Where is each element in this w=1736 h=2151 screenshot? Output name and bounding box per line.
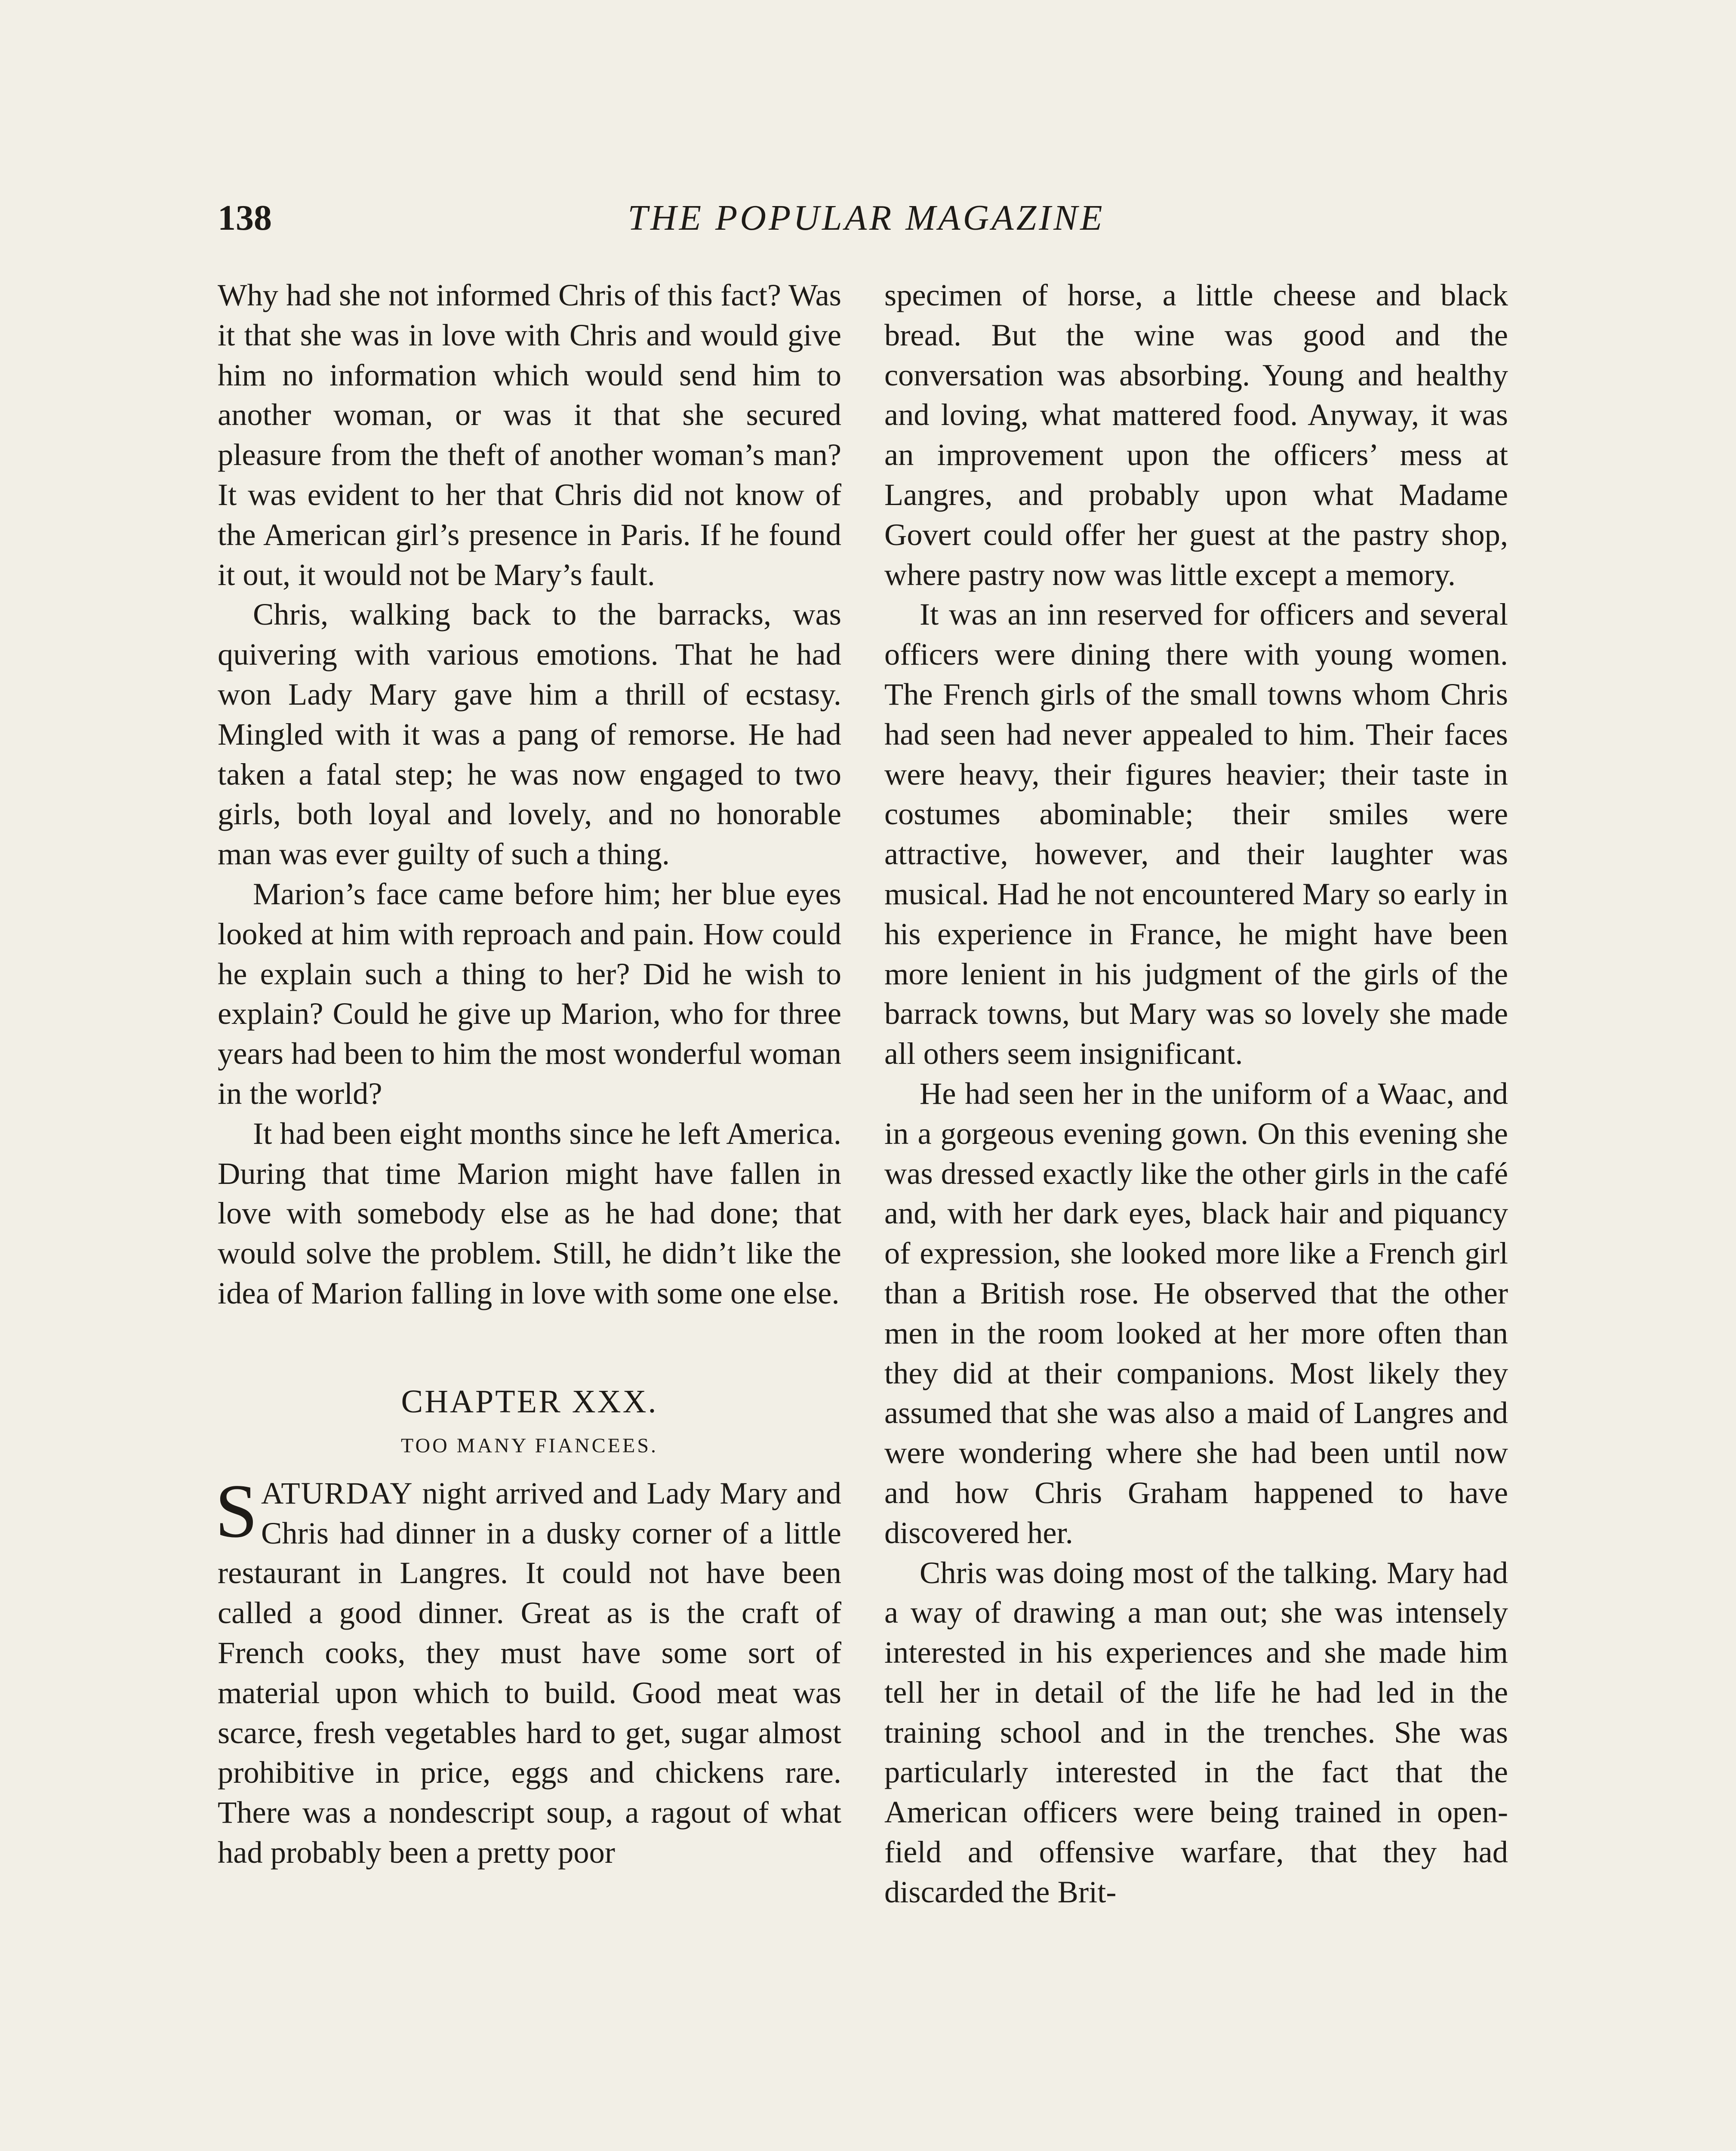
page-header [218,194,1515,246]
right-column [884,275,1508,1912]
paragraph: It was an inn reserved for officers and several officers were dining there with young women. The French girls of the small towns whom Chris had seen had never appealed to him. Their faces were heavy, their figures heavier; their taste in costumes abominable; their smiles were attractive, however, and their laughter was musical. Had he not encountered Mary so early in his experience in France, he might have been more lenient in his judgment of the girls of the barrack towns, but Mary was so lovely she made all others seem insignificant. [884,597,1508,1071]
paragraph: It had been eight months since he left America. During that time Marion might have fallen in love with somebody else as he had done; that would solve the problem. Still, he didn’t like the idea of Marion falling in love with some one else. [218,1116,841,1310]
chapter-subtitle: TOO MANY FIANCEES. [400,1434,659,1457]
paragraph: Why had she not informed Chris of this fact? Was it that she was in love with Chris and would give him no information which would send him to another woman, or was it that she secured pleasure from the theft of another woman’s man? It was evident to her that Chris did not know of the American girl’s presence in Paris. If he found it out, it would not be Mary’s fault. [218,277,841,592]
chapter-opening-paragraph [215,1468,841,1873]
paragraph: specimen of horse, a little cheese and black bread. But the wine was good and the conversation was absorbing. Young and healthy and loving, what mattered food. Anyway, it was an improvement upon the officers’ mess at Langres, and probably upon what Madame Govert could offer her guest at the pastry shop, where pastry now was little except a memory. [884,277,1508,592]
drop-cap: S [215,1468,258,1553]
paragraph: Chris, walking back to the barracks, was quivering with various emotions. That he had won Lady Mary gave him a thrill of ecstasy. Mingled with it was a pang of remorse. He had taken a fatal step; he was now engaged to two girls, both loyal and lovely, and no honorable man was ever guilty of such a thing. [218,597,841,872]
opening-word: ATURDAY [261,1475,413,1510]
page-number: 138 [218,198,272,238]
paragraph: He had seen her in the uniform of a Waac, and in a gorgeous evening gown. On this evening she was dressed exactly like the other girls in the café and, with her dark eyes, black hair and piquancy of expression, she looked more like a French girl than a British rose. He observed that the other men in the room looked at her more often than they did at their companions. Most likely they assumed that she was also a maid of Langres and were wondering where she had been until now and how Chris Graham happened to have discovered her. [884,1076,1508,1550]
opening-text: night arrived and Lady Mary and Chris had dinner in a dusky corner of a little restaurant in Langres. It could not have been called a good dinner. Great as is the craft of French cooks, they must have some sort of material upon which to build. Good meat was scarce, fresh vegetables hard to get, sugar almost prohibitive in price, eggs and chickens rare. There was a nondescript soup, a ragout of what had probably been a pretty poor [218,1475,841,1870]
left-column [215,275,841,1873]
paragraph: Marion’s face came before him; her blue eyes looked at him with reproach and pain. How could he explain such a thing to her? Did he wish to explain? Could he give up Marion, who for three years had been to him the most wonderful woman in the world? [218,876,841,1111]
paragraph: Chris was doing most of the talking. Mary had a way of drawing a man out; she was intensely interested in his experiences and she made him tell her in detail of the life he had led in the training school and in the trenches. She was particularly interested in the fact that the American officers were being trained in open-field and offensive warfare, that they had discarded the Brit- [884,1555,1508,1909]
chapter-title: CHAPTER XXX. [401,1383,658,1420]
chapter-heading [218,1378,841,1461]
running-head: THE POPULAR MAGAZINE [628,198,1105,238]
